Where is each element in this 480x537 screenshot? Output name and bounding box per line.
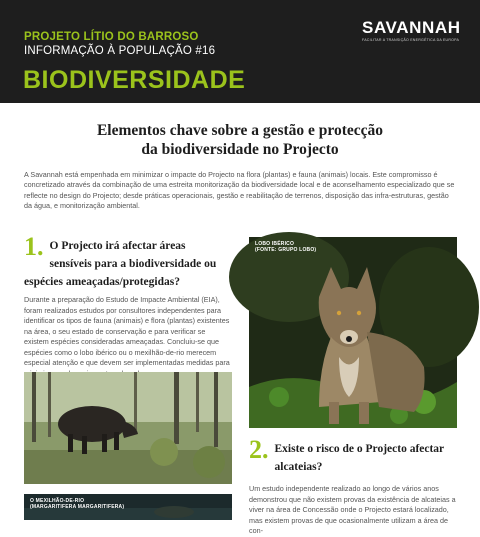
section-1-heading (24, 232, 229, 290)
intro-paragraph: A Savannah está empenhada em minimizar o impacte do Projecto na flora (plantas) e fauna (animais) locais. Este compromisso é concretizado através da combinação de uma estreita monitorização da biodiversidade local e de aconselhamento especializado que se reflecte no design do Projecto; desde práticas operacionais, gestão e reabilitação de terrenos, disposição das infra-estruturas, gestão da água, e monitorização ambiental. (24, 170, 455, 211)
savannah-logo (362, 19, 461, 42)
wolf-caption (255, 241, 316, 253)
banner-title: BIODIVERSIDADE (23, 66, 246, 94)
section-1-body: Durante a preparação do Estudo de Impacte Ambiental (EIA), foram realizados estudos por consultores independentes para identificar os tipos de fauna (animais) e flora (plantas) existentes na área, o seu estado de conservação e para verificar se existem espécies consideradas ameaçadas. Concluiu-se que espécies como o lobo ibérico ou o mexilhão-de-rio merecem especial atenção e que devem ser implementadas medidas para (24, 295, 230, 367)
wolf-caption-line-1: LOBO IBÉRICO (255, 241, 295, 247)
logo-tagline: FACILITAR A TRANSIÇÃO ENERGÉTICA DA EUROPA (362, 38, 460, 42)
section-2-heading (249, 435, 459, 475)
document-title-line-1: Elementos chave sobre a gestão e protecção (96, 122, 384, 139)
wolf-caption-line-2: (FONTE: GRUPO LOBO) (255, 247, 317, 253)
boar-photo (24, 372, 232, 484)
section-1-title: O Projecto irá afectar áreas sensíveis para a biodiversidade ou espécies ameaçadas/protegidas? (24, 240, 217, 288)
document-title-line-2: da biodiversidade no Projecto (141, 141, 339, 158)
section-2-number: 2. (249, 435, 269, 464)
mussel-caption-line-1: O MEXILHÃO-DE-RIO (30, 498, 85, 504)
logo-name: SAVANNAH (362, 18, 461, 37)
header-banner (0, 0, 480, 103)
document-title (60, 121, 420, 159)
mussel-caption (30, 498, 124, 510)
issue-label: INFORMAÇÃO À POPULAÇÃO #16 (24, 45, 216, 57)
section-2-body: Um estudo independente realizado ao longo de vários anos demonstrou que não existem provas da existência de alcateias a viver na área de Concessão onde o Projecto estará localizado, mas existem provas de que ocasionalmente utilizam a área de con- (249, 484, 456, 535)
section-1-number: 1. (24, 232, 44, 261)
mussel-caption-line-2: (MARGARITIFERA MARGARITIFERA) (30, 504, 125, 510)
wolf-photo (249, 237, 457, 428)
project-name: PROJETO LÍTIO DO BARROSO (24, 31, 199, 43)
section-2-title: Existe o risco de o Projecto afectar alcateias? (274, 443, 444, 473)
